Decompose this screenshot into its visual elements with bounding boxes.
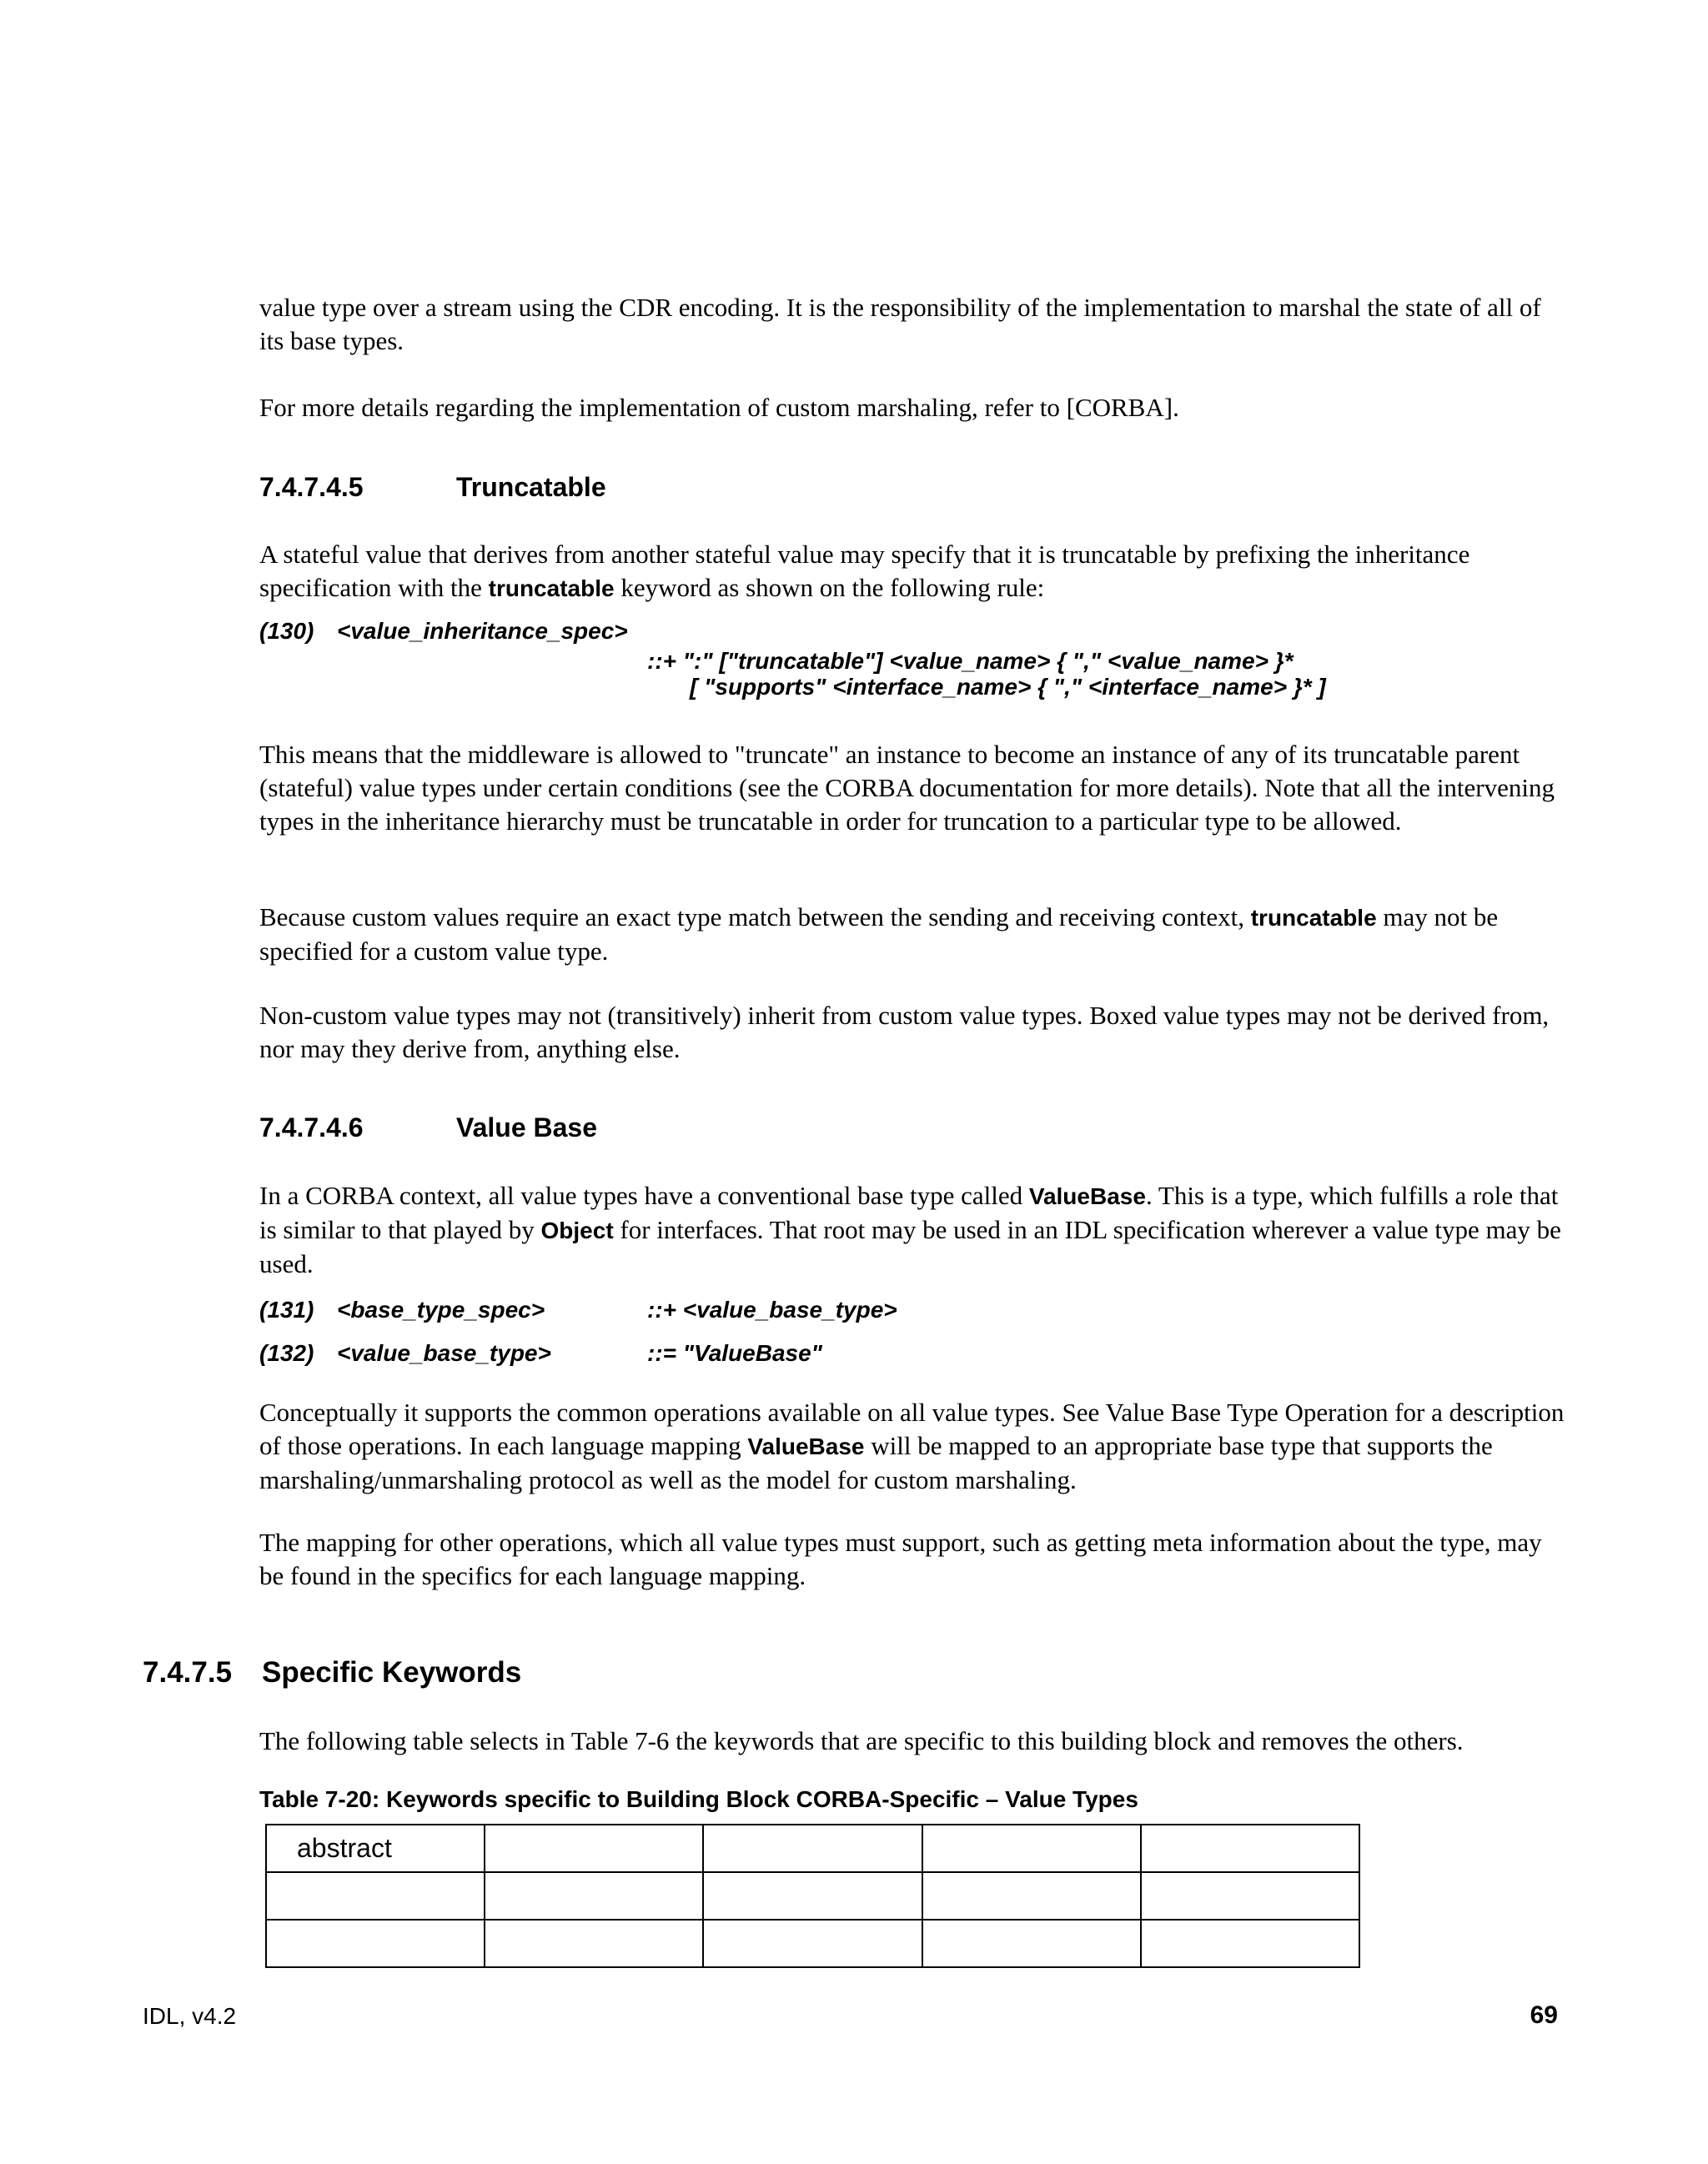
keyword-valuebase: ValueBase	[747, 1433, 865, 1459]
grammar-rule-131-number: (131)	[259, 1297, 314, 1323]
intro-paragraph-1: value type over a stream using the CDR encoding. It is the responsibility of the implementation to marshal the state of all of its base types.	[259, 293, 1541, 355]
section-number: 7.4.7.4.5	[259, 472, 364, 502]
grammar-rule-130-line-2: [ "supports" <interface_name> { "," <interface_name> }* ]	[690, 674, 1326, 700]
table-cell	[703, 1920, 922, 1967]
grammar-rule-131-definition: ::+ <value_base_type>	[647, 1297, 897, 1323]
section-title: Specific Keywords	[262, 1656, 522, 1689]
grammar-rule-130-line-1: ::+ ":" ["truncatable"] <value_name> { "," <value_name> }*	[647, 648, 1294, 674]
table-row	[266, 1825, 1359, 1872]
table-cell	[266, 1872, 485, 1920]
truncatable-paragraph-4: Non-custom value types may not (transitively) inherit from custom value types. Boxed value types may not be derived from, nor may they derive from, anything else.	[259, 1001, 1550, 1063]
table-caption: Table 7-20: Keywords specific to Building Block CORBA-Specific – Value Types	[259, 1786, 1138, 1812]
valuebase-paragraph-2: Conceptually it supports the common operations available on all value types. See Value Base Type Operation for a description of those operations. In each language mapping ValueBase will be mapped to an appropriate base type that supports the marshaling/unmarshaling protocol as well as the model for custom marshaling.	[259, 1398, 1565, 1494]
table-row	[266, 1872, 1359, 1920]
keyword-truncatable: truncatable	[488, 575, 615, 601]
table-cell	[485, 1825, 703, 1872]
section-number: 7.4.7.4.6	[259, 1112, 364, 1142]
table-cell	[922, 1825, 1141, 1872]
truncatable-paragraph-3: Because custom values require an exact type match between the sending and receiving context, truncatable may not be specified for a custom value type.	[259, 902, 1499, 966]
section-heading-truncatable	[259, 470, 606, 504]
table-cell	[1141, 1920, 1359, 1967]
table-cell	[266, 1920, 485, 1967]
grammar-rule-130-name: <value_inheritance_spec>	[337, 618, 628, 644]
table-cell	[485, 1920, 703, 1967]
table-row	[266, 1920, 1359, 1967]
footer-document-version: IDL, v4.2	[143, 2003, 237, 2029]
section-title: Truncatable	[456, 472, 606, 502]
valuebase-paragraph-1: In a CORBA context, all value types have a conventional base type called ValueBase. This is a type, which fulfills a role that is similar to that played by Object for interfaces. That root may be used in an IDL specification wherever a value type may be used.	[259, 1181, 1561, 1278]
table-cell	[1141, 1825, 1359, 1872]
grammar-rule-132-definition: ::= "ValueBase"	[647, 1340, 822, 1366]
section-heading-specific-keywords	[143, 1654, 521, 1691]
intro-paragraph-2: For more details regarding the implementation of custom marshaling, refer to [CORBA].	[259, 393, 1179, 422]
keywords-table	[265, 1824, 1360, 1968]
truncatable-paragraph-2: This means that the middleware is allowed to "truncate" an instance to become an instance of any of its truncatable parent (stateful) value types under certain conditions (see the CORBA documentation for more details). Note that all the intervening types in the inheritance hierarchy must be truncatable in order for truncation to a particular type to be allowed.	[259, 740, 1555, 836]
table-cell	[922, 1872, 1141, 1920]
keyword-object: Object	[540, 1218, 614, 1243]
grammar-rule-132-name: <value_base_type>	[337, 1340, 551, 1366]
section-number: 7.4.7.5	[143, 1656, 233, 1689]
table-cell	[922, 1920, 1141, 1967]
grammar-rule-131-name: <base_type_spec>	[337, 1297, 545, 1323]
keywords-paragraph: The following table selects in Table 7-6 the keywords that are specific to this building block and removes the others.	[259, 1726, 1464, 1755]
truncatable-paragraph-1: A stateful value that derives from another stateful value may specify that it is truncatable by prefixing the inheritance specification with the truncatable keyword as shown on the following rule:	[259, 540, 1470, 602]
grammar-rule-132-number: (132)	[259, 1340, 314, 1366]
section-title: Value Base	[456, 1112, 597, 1142]
grammar-rule-130-number: (130)	[259, 618, 314, 644]
section-heading-value-base	[259, 1111, 597, 1144]
keyword-valuebase: ValueBase	[1028, 1183, 1146, 1209]
keyword-truncatable: truncatable	[1250, 905, 1377, 931]
table-cell: abstract	[266, 1825, 485, 1872]
valuebase-paragraph-3: The mapping for other operations, which all value types must support, such as getting meta information about the type, may be found in the specifics for each language mapping.	[259, 1528, 1542, 1590]
footer-page-number: 69	[1530, 2001, 1558, 2029]
table-cell	[1141, 1872, 1359, 1920]
table-cell	[485, 1872, 703, 1920]
table-cell	[703, 1872, 922, 1920]
table-cell	[703, 1825, 922, 1872]
